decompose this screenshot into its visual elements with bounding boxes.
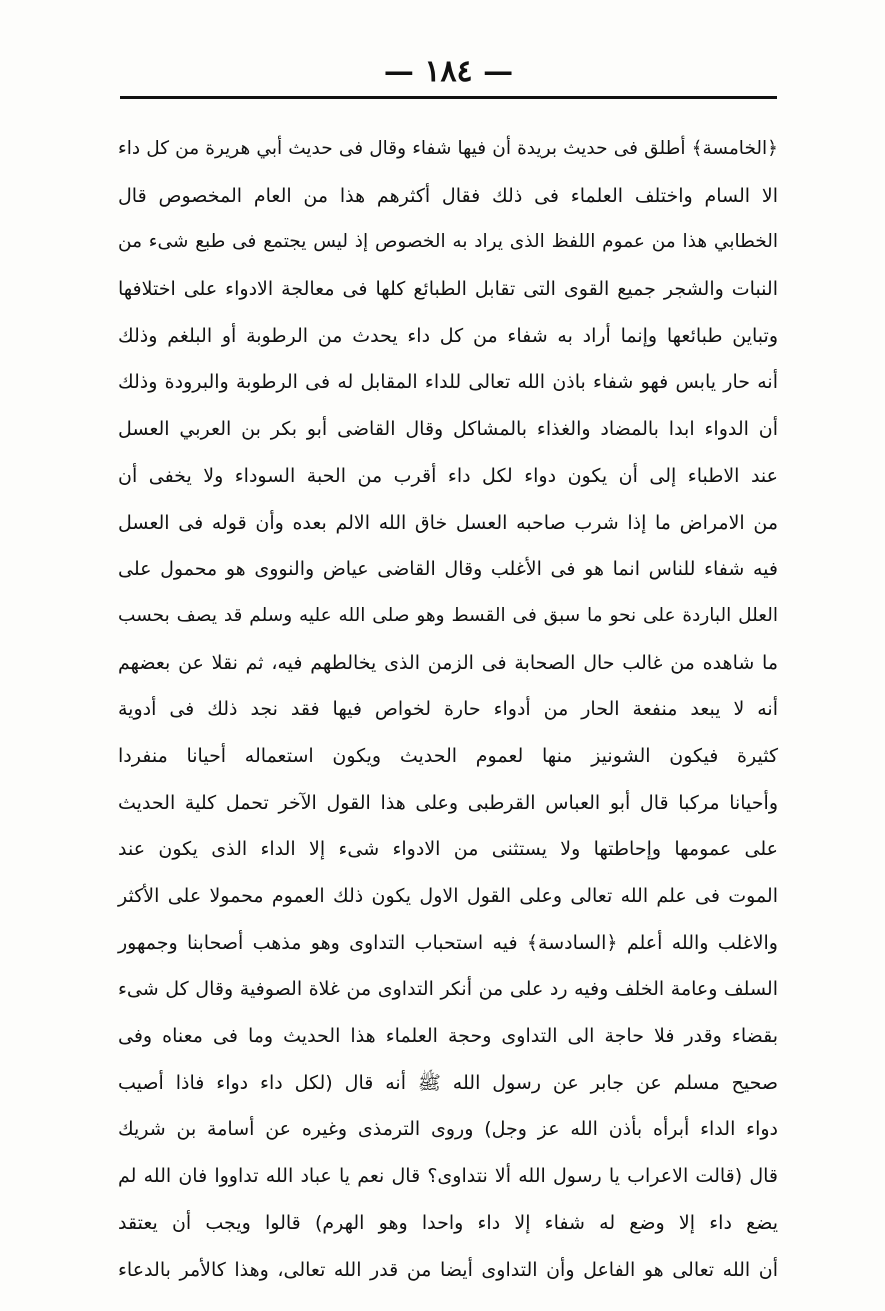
text-line: قال (قالت الاعراب يا رسول الله ألا نتداوى؟ قال نعم يا عباد الله تداووا فان الله لم <box>118 1165 778 1188</box>
text-line: يضع داء إلا وضع له شفاء إلا داء واحدا وهو الهرم) قالوا ويجب أن يعتقد <box>118 1211 778 1234</box>
text-line: أن الله تعالى هو الفاعل وأن التداوى أيضا من قدر الله تعالى، وهذا كالأمر بالدعاء <box>118 1258 778 1281</box>
text-line: كثيرة فيكون الشونيز منها لعموم الحديث ويكون استعماله أحيانا منفردا <box>118 744 778 767</box>
text-line: وأحيانا مركبا قال أبو العباس القرطبى وعلى هذا القول الآخر تحمل كلية الحديث <box>118 791 778 814</box>
text-line: أنه حار يابس فهو شفاء باذن الله تعالى للداء المقابل له فى الرطوبة والبرودة وذلك <box>118 371 778 394</box>
text-line: أن الدواء ابدا بالمضاد والغذاء بالمشاكل وقال القاضى أبو بكر بن العربي العسل <box>118 418 778 441</box>
text-line: والاغلب والله أعلم ﴿السادسة﴾ فيه استحباب التداوى وهو مذهب أصحابنا وجمهور <box>118 931 778 954</box>
text-line: العلل الباردة على نحو ما سبق فى القسط وهو صلى الله عليه وسلم قد يصف بحسب <box>118 604 778 626</box>
text-line: الموت فى علم الله تعالى وعلى القول الاول يكون ذلك العموم محمولا على الأكثر <box>118 885 778 907</box>
page-number: — ١٨٤ — <box>383 54 514 89</box>
text-line: الا السام واختلف العلماء فى ذلك فقال أكثرهم هذا من العام المخصوص قال <box>118 184 778 207</box>
text-line: أنه لا يبعد منفعة الحار من أدواء حارة لخواص فيها فقد نجد ذلك فى أدوية <box>118 698 778 721</box>
text-line: ما شاهده من غالب حال الصحابة فى الزمن الذى يخالطهم فيه، ثم نقلا عن بعضهم <box>118 651 778 674</box>
page-header <box>120 52 777 92</box>
header-rule <box>120 96 777 99</box>
text-line: النبات والشجر جميع القوى التى تقابل الطبائع كلها فى معالجة الادواء على اختلافها <box>118 278 778 301</box>
text-line: من الامراض ما إذا شرب صاحبه العسل خاق الله الالم بعده وأن قوله فى العسل <box>118 511 778 534</box>
text-line: فيه شفاء للناس انما هو فى الأغلب وقال القاضى عياض والنووى هو محمول على <box>118 558 778 581</box>
text-line: ﴿الخامسة﴾ أطلق فى حديث بريدة أن فيها شفاء وقال فى حديث أبي هريرة من كل داء <box>118 138 778 159</box>
text-line: وتباين طبائعها وإنما أراد به شفاء من كل داء يحدث من الرطوبة أو البلغم وذلك <box>118 324 778 347</box>
text-line: الخطابي هذا من عموم اللفظ الذى يراد به الخصوص إذ ليس يجتمع فى طبع شىء من <box>118 231 778 253</box>
body-text <box>118 126 778 1293</box>
text-line: صحيح مسلم عن جابر عن رسول الله ﷺ أنه قال (لكل داء دواء فاذا أصيب <box>118 1071 778 1094</box>
text-line: بقضاء وقدر فلا حاجة الى التداوى وحجة العلماء هذا الحديث وما فى معناه وفى <box>118 1025 778 1048</box>
text-line: دواء الداء أبرأه بأذن الله عز وجل) وروى الترمذى وغيره عن أسامة بن شريك <box>118 1118 778 1141</box>
text-line: السلف وعامة الخلف وفيه رد على من أنكر التداوى من غلاة الصوفية وقال كل شىء <box>118 978 778 1001</box>
text-line: على عمومها وإحاطتها ولا يستثنى من الادواء شىء إلا الداء الذى يكون عند <box>118 838 778 861</box>
text-line: عند الاطباء إلى أن يكون دواء لكل داء أقرب من الحبة السوداء ولا يخفى أن <box>118 464 778 487</box>
